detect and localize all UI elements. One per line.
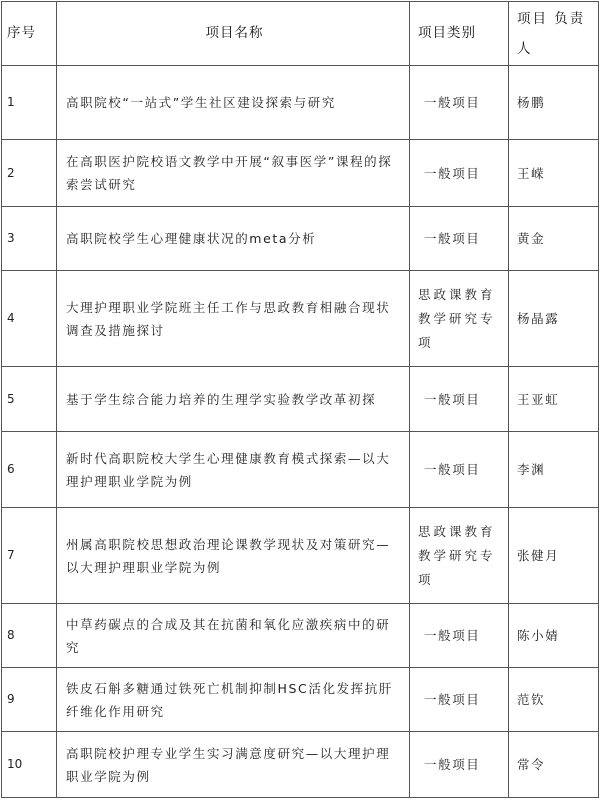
row-project-type: 一般项目	[410, 66, 509, 140]
row-project-name: 高职院校学生心理健康状况的meta分析	[57, 207, 410, 271]
project-table	[1, 1, 599, 798]
row-project-lead: 杨晶露	[509, 271, 599, 367]
table-row	[2, 140, 599, 207]
row-no: 4	[2, 271, 57, 367]
row-no: 10	[2, 732, 57, 798]
row-project-lead: 王嵘	[509, 140, 599, 207]
row-no: 5	[2, 367, 57, 432]
table-row	[2, 604, 599, 668]
row-project-name: 铁皮石斛多糖通过铁死亡机制抑制HSC活化发挥抗肝纤维化作用研究	[57, 668, 410, 732]
table-row	[2, 66, 599, 140]
header-type: 项目类别	[410, 2, 509, 66]
row-project-name: 基于学生综合能力培养的生理学实验教学改革初探	[57, 367, 410, 432]
row-project-type: 一般项目	[410, 604, 509, 668]
row-project-name: 州属高职院校思想政治理论课教学现状及对策研究—以大理护理职业学院为例	[57, 508, 410, 604]
row-project-lead: 范钦	[509, 668, 599, 732]
row-no: 1	[2, 66, 57, 140]
table-row	[2, 732, 599, 798]
row-project-type: 一般项目	[410, 668, 509, 732]
row-project-lead: 陈小婧	[509, 604, 599, 668]
table-row	[2, 207, 599, 271]
row-project-lead: 张健月	[509, 508, 599, 604]
row-project-type: 思政课教育教学研究专项	[410, 508, 509, 604]
row-project-type: 一般项目	[410, 140, 509, 207]
row-project-lead: 常令	[509, 732, 599, 798]
row-project-name: 高职院校“一站式”学生社区建设探索与研究	[57, 66, 410, 140]
header-lead: 项目 负责人	[509, 2, 599, 66]
row-project-type: 一般项目	[410, 432, 509, 508]
row-no: 8	[2, 604, 57, 668]
table-row	[2, 508, 599, 604]
row-project-lead: 黄金	[509, 207, 599, 271]
row-project-type: 一般项目	[410, 367, 509, 432]
header-name: 项目名称	[57, 2, 410, 66]
row-no: 6	[2, 432, 57, 508]
row-project-type: 一般项目	[410, 732, 509, 798]
table-row	[2, 367, 599, 432]
row-project-lead: 杨鹏	[509, 66, 599, 140]
row-project-name: 新时代高职院校大学生心理健康教育模式探索—以大理护理职业学院为例	[57, 432, 410, 508]
row-project-lead: 李渊	[509, 432, 599, 508]
header-row	[2, 2, 599, 66]
table-row	[2, 271, 599, 367]
table-row	[2, 668, 599, 732]
row-no: 2	[2, 140, 57, 207]
row-no: 3	[2, 207, 57, 271]
table-row	[2, 432, 599, 508]
row-no: 7	[2, 508, 57, 604]
row-project-type: 一般项目	[410, 207, 509, 271]
row-project-lead: 王亚虹	[509, 367, 599, 432]
row-project-name: 大理护理职业学院班主任工作与思政教育相融合现状调查及措施探讨	[57, 271, 410, 367]
header-no: 序号	[2, 2, 57, 66]
row-project-name: 中草药碳点的合成及其在抗菌和氧化应激疾病中的研究	[57, 604, 410, 668]
row-project-name: 在高职医护院校语文教学中开展“叙事医学”课程的探索尝试研究	[57, 140, 410, 207]
row-project-name: 高职院校护理专业学生实习满意度研究—以大理护理职业学院为例	[57, 732, 410, 798]
row-project-type: 思政课教育教学研究专项	[410, 271, 509, 367]
row-no: 9	[2, 668, 57, 732]
